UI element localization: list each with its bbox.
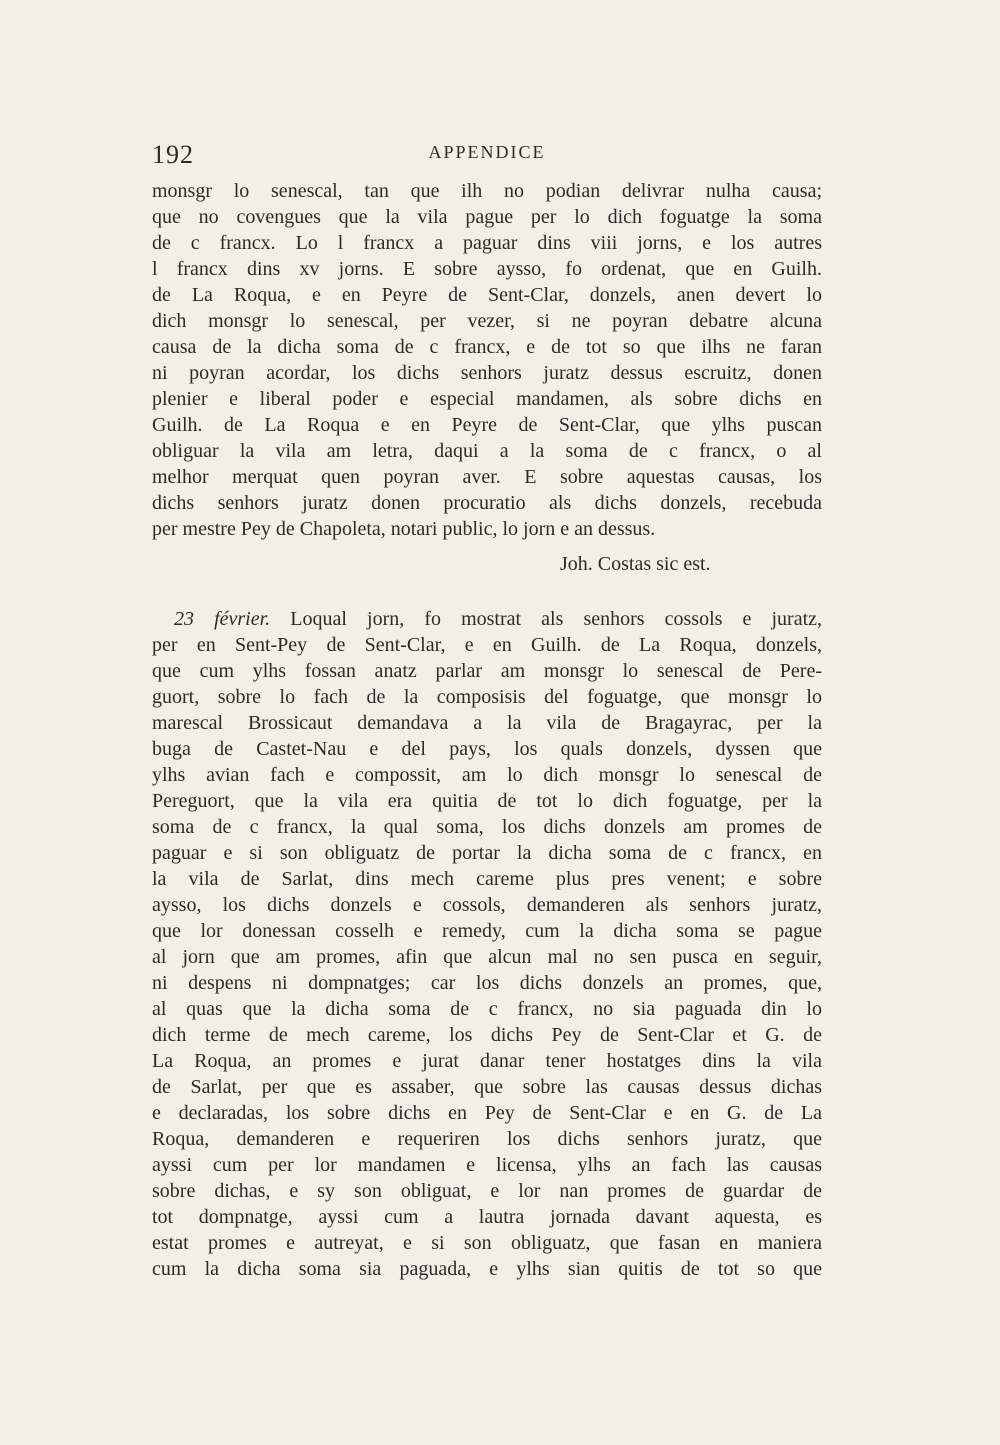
page-header <box>152 140 822 174</box>
running-head: APPENDICE <box>428 142 546 162</box>
paragraph-line: paguar e si son obliguatz de portar la dicha soma de c francx, en <box>152 842 822 864</box>
paragraph-line: de c francx. Lo l francx a paguar dins viii jorns, e los autres <box>152 232 822 254</box>
paragraph-line: plenier e liberal poder e especial mandamen, als sobre dichs en <box>152 388 822 410</box>
paragraph-gap <box>152 586 822 606</box>
paragraph-line: e declaradas, los sobre dichs en Pey de Sent-Clar e en G. de La <box>152 1102 822 1124</box>
paragraph-line: Roqua, demanderen e requeriren los dichs senhors juratz, que <box>152 1128 822 1150</box>
paragraph-line: de Sarlat, per que es assaber, que sobre las causas dessus dichas <box>152 1076 822 1098</box>
paragraph-line: buga de Castet-Nau e del pays, los quals donzels, dyssen que <box>152 738 822 760</box>
paragraph-line: cum la dicha soma sia paguada, e ylhs sian quitis de tot so que <box>152 1258 822 1280</box>
paragraph-line: al jorn que am promes, afin que alcun mal no sen pusca en seguir, <box>152 946 822 968</box>
signature: Joh. Costas sic est. <box>560 553 711 575</box>
paragraph-line: sobre dichas, e sy son obliguat, e lor nan promes de guardar de <box>152 1180 822 1202</box>
paragraph-line: La Roqua, an promes e jurat danar tener hostatges dins la vila <box>152 1050 822 1072</box>
paragraph-line: Pereguort, que la vila era quitia de tot lo dich foguatge, per la <box>152 790 822 812</box>
paragraph-line: dichs senhors juratz donen procuratio als dichs donzels, recebuda <box>152 492 822 514</box>
paragraph-line: per en Sent-Pey de Sent-Clar, e en Guilh. de La Roqua, donzels, <box>152 634 822 656</box>
paragraph-line: causa de la dicha soma de c francx, e de tot so que ilhs ne faran <box>152 336 822 358</box>
paragraph-line: per mestre Pey de Chapoleta, notari public, lo jorn e an dessus. <box>152 518 656 540</box>
first-line-text: Loqual jorn, fo mostrat als senhors cossols e juratz, <box>290 608 822 630</box>
paragraph-line: que lor donessan cosselh e remedy, cum la dicha soma se pague <box>152 920 822 942</box>
paragraph-line <box>152 606 822 632</box>
paragraph-line: ylhs avian fach e compossit, am lo dich monsgr lo senescal de <box>152 764 822 786</box>
paragraph-line: al quas que la dicha soma de c francx, no sia paguada din lo <box>152 998 822 1020</box>
paragraph-line: de La Roqua, e en Peyre de Sent-Clar, donzels, anen devert lo <box>152 284 822 306</box>
paragraph-line: que no covengues que la vila pague per lo dich foguatge la soma <box>152 206 822 228</box>
paragraph-line: obliguar la vila am letra, daqui a la soma de c francx, o al <box>152 440 822 462</box>
paragraph-line: melhor merquat quen poyran aver. E sobre aquestas causas, los <box>152 466 822 488</box>
paragraph-line: estat promes e autreyat, e si son obliguatz, que fasan en maniera <box>152 1232 822 1254</box>
paragraph-line: l francx dins xv jorns. E sobre aysso, fo ordenat, que en Guilh. <box>152 258 822 280</box>
paragraph-line: dich terme de mech careme, los dichs Pey de Sent-Clar et G. de <box>152 1024 822 1046</box>
paragraph-line: ni despens ni dompnatges; car los dichs donzels an promes, que, <box>152 972 822 994</box>
paragraph-line: que cum ylhs fossan anatz parlar am monsgr lo senescal de Pere- <box>152 660 822 682</box>
paragraph-line: guort, sobre lo fach de la composisis del foguatge, que monsgr lo <box>152 686 822 708</box>
paragraph-line: la vila de Sarlat, dins mech careme plus pres venent; e sobre <box>152 868 822 890</box>
page-number: 192 <box>152 140 194 169</box>
paragraph-line: ayssi cum per lor mandamen e licensa, ylhs an fach las causas <box>152 1154 822 1176</box>
paragraph-line: aysso, los dichs donzels e cossols, demanderen als senhors juratz, <box>152 894 822 916</box>
paragraph-line: soma de c francx, la qual soma, los dichs donzels am promes de <box>152 816 822 838</box>
paragraph-line: marescal Brossicaut demandava a la vila de Bragayrac, per la <box>152 712 822 734</box>
date-label: 23 février. <box>174 608 271 630</box>
paragraph-line: tot dompnatge, ayssi cum a lautra jornada davant aquesta, es <box>152 1206 822 1228</box>
paragraph-line: dich monsgr lo senescal, per vezer, si ne poyran debatre alcuna <box>152 310 822 332</box>
paragraph-1 <box>152 178 822 542</box>
paragraph-line: Guilh. de La Roqua e en Peyre de Sent-Clar, que ylhs puscan <box>152 414 822 436</box>
paragraph-line: monsgr lo senescal, tan que ilh no podian delivrar nulha causa; <box>152 180 822 202</box>
paragraph-2 <box>152 606 822 1282</box>
body-text <box>152 178 822 1282</box>
paragraph-line: ni poyran acordar, los dichs senhors juratz dessus escruitz, donen <box>152 362 822 384</box>
